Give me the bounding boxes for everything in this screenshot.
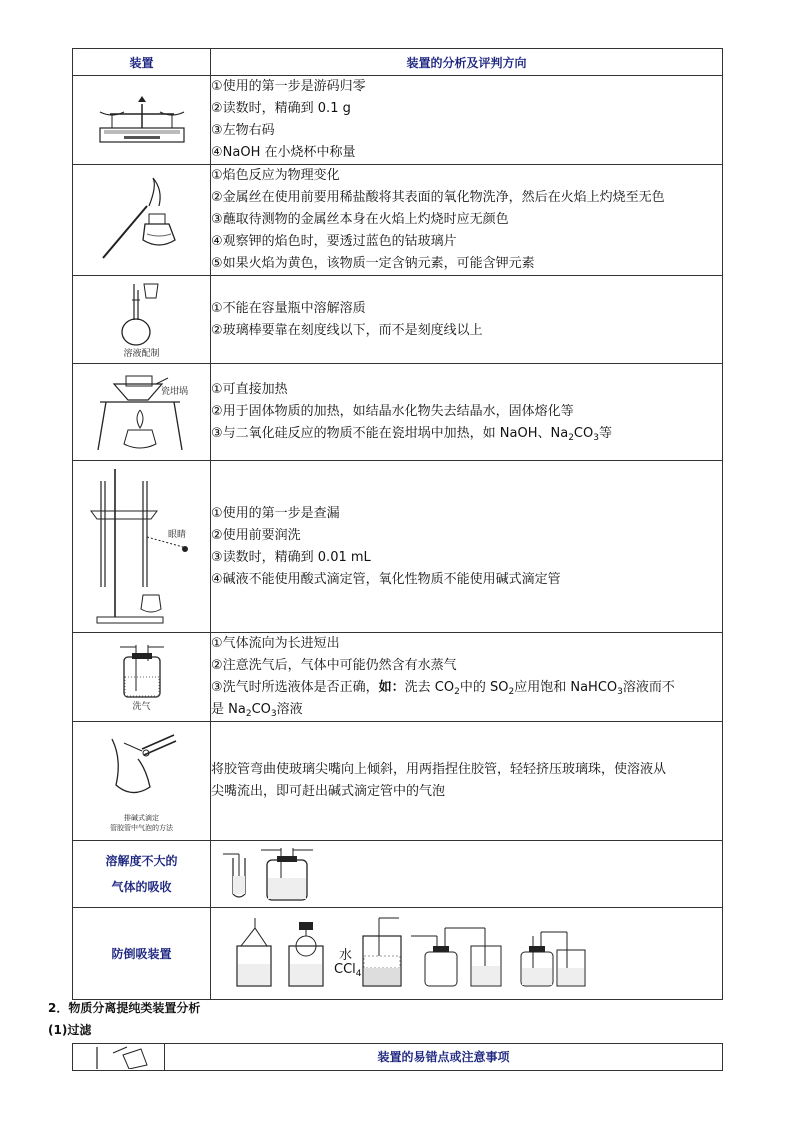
gas-washing-bottle-icon xyxy=(112,643,172,701)
table-row xyxy=(73,461,723,633)
note-line: ③与二氧化硅反应的物质不能在瓷坩埚中加热，如 NaOH、$Na_2CO_3$等 xyxy=(211,426,612,443)
note-line: ④观察钾的焰色时，要透过蓝色的钴玻璃片 xyxy=(211,234,457,249)
bubble-notes xyxy=(211,722,723,841)
table-row xyxy=(73,76,723,165)
note-line: ③左物右码 xyxy=(211,123,275,138)
filtration-figure xyxy=(73,1044,165,1071)
gas-wash-notes xyxy=(211,633,723,722)
anti-suckback-figure xyxy=(211,908,723,1000)
note-line: ②玻璃棒要靠在刻度线以下，而不是刻度线以上 xyxy=(211,322,483,338)
apparatus-table xyxy=(72,48,723,1000)
bubble-caption-2: 管胶管中气泡的方法 xyxy=(110,824,173,832)
flask-notes xyxy=(211,276,723,364)
table-row xyxy=(73,364,723,461)
header-analysis: 装置的分析及评判方向 xyxy=(211,49,723,76)
note-line: ③蘸取待测物的金属丝本身在火焰上灼烧时应无颜色 xyxy=(211,212,509,227)
note-line: ④碱液不能使用酸式滴定管，氧化性物质不能使用碱式滴定管 xyxy=(211,571,561,587)
balance-figure xyxy=(73,76,211,165)
note-line: ②用于固体物质的加热，如结晶水化物失去结晶水，固体熔化等 xyxy=(211,404,574,419)
header-apparatus: 装置 xyxy=(73,49,211,76)
note-line: ①不能在容量瓶中溶解溶质 xyxy=(211,300,366,316)
crucible-caption: 瓷坩埚 xyxy=(160,387,188,397)
low-solubility-figure xyxy=(211,841,723,908)
note-line: ①气体流向为长进短出 xyxy=(211,636,340,651)
filtration-table xyxy=(72,1043,723,1071)
table-row xyxy=(73,165,723,276)
table-row xyxy=(73,633,723,722)
note-line: ⑤如果火焰为黄色，该物质一定含钠元素，可能含钾元素 xyxy=(211,256,535,271)
hand-burette-icon xyxy=(102,729,182,813)
gas-wash-caption: 洗气 xyxy=(132,701,151,712)
section-title: 2．物质分离提纯类装置分析 xyxy=(48,1001,201,1015)
table-row xyxy=(73,722,723,841)
volumetric-flask-figure xyxy=(73,276,211,364)
note-line: ②使用前要润洗 xyxy=(211,527,301,543)
eye-caption: 眼睛 xyxy=(167,530,186,540)
low-solubility-label: 溶解度不大的 气体的吸收 xyxy=(73,841,211,908)
note-line: ④NaOH 在小烧杯中称量 xyxy=(211,145,356,160)
filtration-icon xyxy=(93,1045,173,1069)
table-row xyxy=(73,276,723,364)
bubble-caption-1: 排碱式滴定 xyxy=(124,814,159,822)
volumetric-flask-icon xyxy=(112,280,172,348)
absorption-apparatus-icon xyxy=(219,846,319,902)
note-line: ②读数时，精确到 0.1 g xyxy=(211,101,351,116)
balance-scale-icon xyxy=(94,92,190,148)
note-line: ①可直接加热 xyxy=(211,382,288,397)
flame-test-icon xyxy=(97,176,187,264)
note-line: 将胶管弯曲使玻璃尖嘴向上倾斜，用两指捏住胶管，轻轻挤压玻璃珠，使溶液从 xyxy=(211,762,667,777)
note-line: 尖嘴流出，即可赶出碱式滴定管中的气泡 xyxy=(211,784,446,799)
table-row xyxy=(73,841,723,908)
gas-wash-figure xyxy=(73,633,211,722)
crucible-notes xyxy=(211,364,723,461)
note-line: ②金属丝在使用前要用稀盐酸将其表面的氧化物洗净，然后在火焰上灼烧至无色 xyxy=(211,190,665,205)
table-row xyxy=(73,1044,723,1071)
flask-caption: 溶液配制 xyxy=(123,349,160,359)
subsection-title: (1)过滤 xyxy=(48,1023,92,1037)
ccl4-label: CCl$_4$ xyxy=(334,962,362,979)
balance-notes xyxy=(211,76,723,165)
crucible-tripod-icon xyxy=(92,370,192,454)
burette-stand-icon xyxy=(87,467,197,627)
flame-test-figure xyxy=(73,165,211,276)
note-line: ①使用的第一步是查漏 xyxy=(211,505,340,521)
water-label: 水 xyxy=(339,948,353,963)
note-line: ①焰色反应为物理变化 xyxy=(211,168,340,183)
table-row xyxy=(73,908,723,1000)
note-line: 是 $Na_2CO_3$溶液 xyxy=(211,702,303,719)
bubble-removal-figure xyxy=(73,722,211,841)
note-line: ③洗气时所选液体是否正确，如：洗去 $CO_2$中的 $SO_2$应用饱和 NaHCO$_3$溶液而不 xyxy=(211,680,675,697)
note-line: ③读数时，精确到 0.01 mL xyxy=(211,549,371,565)
burette-notes xyxy=(211,461,723,633)
flame-test-notes xyxy=(211,165,723,276)
burette-figure xyxy=(73,461,211,633)
note-line: ②注意洗气后，气体中可能仍然含有水蒸气 xyxy=(211,658,457,673)
filtration-header: 装置的易错点或注意事项 xyxy=(165,1044,723,1071)
anti-suckback-label: 防倒吸装置 xyxy=(73,908,211,1000)
crucible-figure xyxy=(73,364,211,461)
anti-suckback-apparatus-icon xyxy=(231,916,591,992)
table-header-row xyxy=(73,49,723,76)
note-line: ①使用的第一步是游码归零 xyxy=(211,79,366,94)
